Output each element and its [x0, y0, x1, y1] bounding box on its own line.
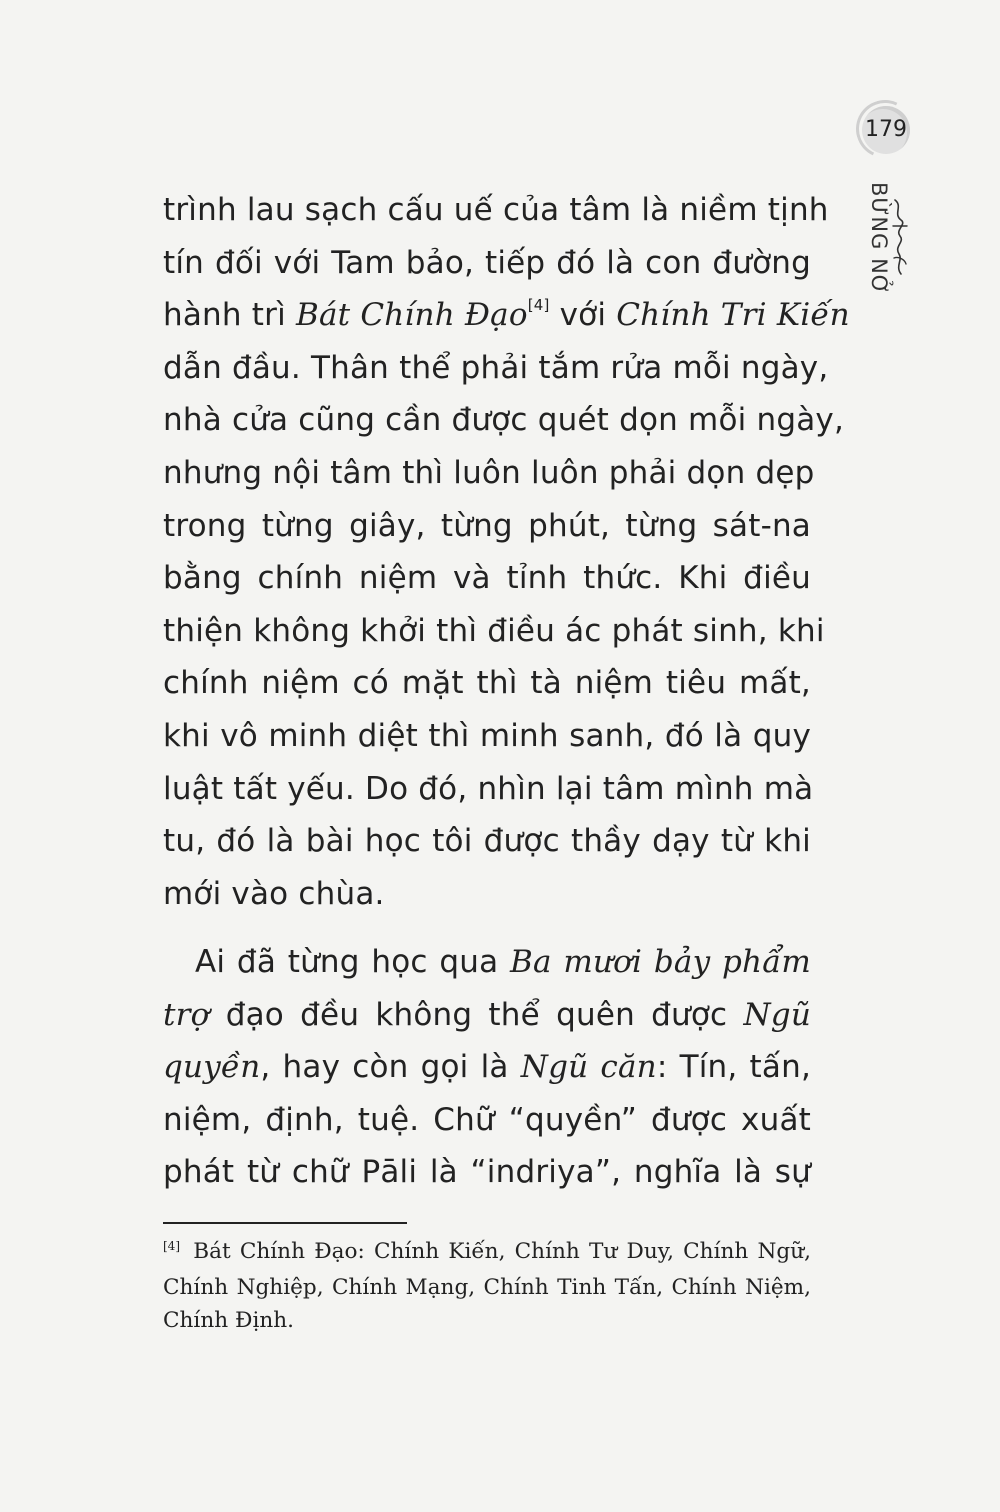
text-line — [163, 989, 811, 1042]
italic-term: Ngũ căn — [520, 1049, 657, 1086]
text-segment: , hay còn gọi là — [260, 1049, 521, 1086]
italic-term: trợ — [163, 996, 210, 1033]
italic-term: quyền — [163, 1049, 261, 1086]
text-line — [163, 289, 850, 342]
footnote-line: Chính Định. — [163, 1308, 295, 1333]
page-number: 179 — [865, 117, 907, 142]
footnote — [163, 1235, 811, 1337]
text-line: chính niệm có mặt thì tà niệm tiêu mất, — [163, 665, 811, 702]
text-line: bằng chính niệm và tỉnh thức. Khi điều — [163, 560, 811, 597]
text-line: nhà cửa cũng cần được quét dọn mỗi ngày, — [163, 402, 844, 439]
text-line: khi vô minh diệt thì minh sanh, đó là quy — [163, 717, 811, 754]
text-line: niệm, định, tuệ. Chữ “quyền” được xuất — [163, 1101, 811, 1138]
text-segment: : Tín, tấn, — [656, 1049, 811, 1086]
footnote-reference[interactable]: [4] — [527, 295, 550, 314]
text-line: trình lau sạch cấu uế của tâm là niềm tịnh — [163, 192, 829, 228]
italic-term: Ba mươi bảy phẩm — [510, 944, 811, 980]
text-segment: với — [549, 297, 617, 334]
text-line: tu, đó là bài học tôi được thầy dạy từ khi — [163, 823, 811, 860]
text-line: nhưng nội tâm thì luôn luôn phải dọn dẹp — [163, 454, 815, 491]
text-line: dẫn đầu. Thân thể phải tắm rửa mỗi ngày, — [163, 349, 829, 386]
footnote-marker: [4] — [163, 1239, 180, 1253]
text-line: mới vào chùa. — [163, 875, 385, 912]
italic-term: Ngũ — [743, 996, 811, 1033]
text-line: phát từ chữ Pāli là “indriya”, nghĩa là sự — [163, 1154, 811, 1191]
footnote-line: Chính Nghiệp, Chính Mạng, Chính Tinh Tấn, Chính Niệm, — [163, 1275, 811, 1300]
footnote-separator — [163, 1222, 407, 1224]
body-paragraph-2 — [163, 936, 811, 1199]
italic-term: Bát Chính Đạo — [295, 297, 528, 334]
text-segment: hành trì — [163, 297, 296, 334]
italic-term: Chính Tri Kiến — [616, 297, 850, 334]
footnote-line — [163, 1235, 811, 1271]
text-segment: Ai đã từng học qua — [195, 944, 510, 980]
footnote-text: Bát Chính Đạo: Chính Kiến, Chính Tư Duy, Chính Ngữ, — [184, 1239, 811, 1264]
text-line: trong từng giây, từng phút, từng sát-na — [163, 507, 811, 544]
text-line: thiện không khởi thì điều ác phát sinh, khi — [163, 612, 825, 649]
book-title: BỪNG NỞ — [867, 182, 891, 295]
text-segment: đạo đều không thể quên được — [209, 996, 744, 1033]
text-line — [163, 1041, 811, 1094]
text-line: luật tất yếu. Do đó, nhìn lại tâm mình mà — [163, 770, 814, 807]
text-line: tín đối với Tam bảo, tiếp đó là con đường — [163, 244, 811, 281]
body-paragraph-1 — [163, 184, 850, 920]
text-line — [163, 936, 811, 989]
author-signature — [891, 196, 909, 278]
running-title — [868, 182, 902, 302]
